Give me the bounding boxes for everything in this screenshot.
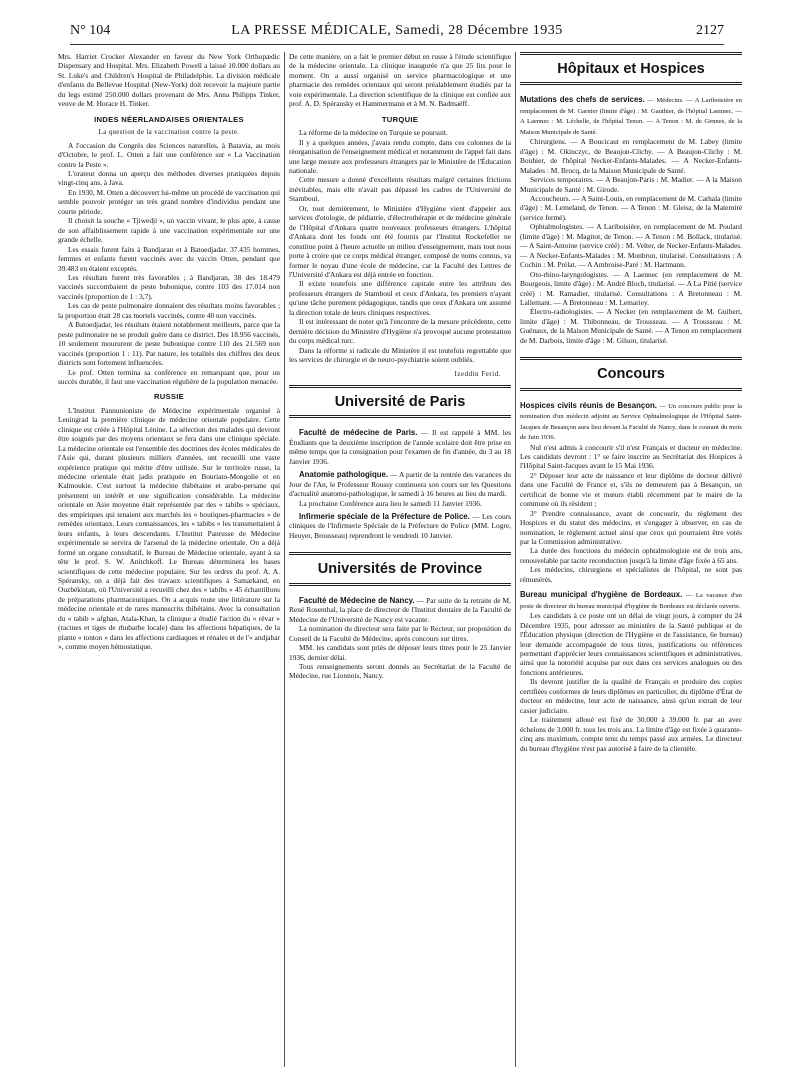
heading-hopitaux-hospices: Hôpitaux et Hospices	[557, 61, 705, 77]
paragraph: Les cas de peste pulmonaire donnaient des résultats moins favorables ; la proportion était 28 cas mortels vaccinés, contre 40 non vaccinés.	[58, 301, 280, 320]
paragraph: Services temporaires. — A Beaujon-Paris : M. Madier. — A la Maison Municipale de Santé : M. Girode.	[520, 175, 742, 194]
section-title-turquie: TURQUIE	[381, 114, 419, 124]
section-subtitle-indes: La question de la vaccination contre la peste.	[98, 129, 240, 137]
heading-box-paris	[289, 385, 511, 418]
bordeaux-lead: Bureau municipal d'hygiène de Bordeaux.	[520, 590, 683, 600]
paris-news	[289, 428, 511, 540]
paragraph: Accoucheurs. — A Saint-Louis, en remplacement de M. Cathala (limite d'âge) : M. Lemeland, de Tenon. — A Tenon : M. Gleisz, de la Maternité (service fermé).	[520, 193, 742, 222]
news-item-text: La nomination du directeur sera faite par le Recteur, sur proposition du Conseil de la Faculté de Médecine, après concours sur titres.	[289, 624, 511, 643]
heading-box-province	[289, 552, 511, 585]
news-item	[289, 596, 511, 624]
news-item-lead: Faculté de Médecine de Nancy.	[299, 595, 415, 605]
news-item-lead: Infirmerie spéciale de la Préfecture de Police.	[299, 512, 470, 522]
mutations-lead: Mutations des chefs de services.	[520, 95, 645, 105]
news-item-text: — Les cours cliniques de l'Infirmerie Spéciale de la Préfecture de Police (MM. Logre, Heuyer, Brousseau) reprendront le vendredi 10 Janvier.	[289, 512, 511, 540]
paragraph: La réforme de la médecine en Turquie se poursuit.	[299, 128, 448, 138]
column-middle	[289, 52, 511, 681]
page-number: 2127	[696, 23, 724, 38]
paragraph: Il existe toutefois une différence capitale entre les attributs des professeurs étrangers de Stamboul et ceux d'Ankara, les premiers n'ayant qu'une tâche purement pédagogique, tandis que ceux d'Ankara ont assumé la direction totale de leurs cliniques respectives.	[289, 279, 511, 317]
paragraph: Chirurgiens. — A Boucicaut en remplacement de M. Labey (limite d'âge) : M. Okinczyc, de Beaujon-Clichy. — A Beaujon-Clichy : M. Bouhier, de l'hôpital Necker-Enfants-Malades. — A Necker-Enfants-Malades : M. Brocq, de la Maison Municipale de Santé.	[520, 137, 742, 175]
news-item-text: Tous renseignements seront donnés au Secrétariat de la Faculté de Médecine, rue Lionnois, Nancy.	[289, 662, 511, 681]
paragraph-text: — Un concours public pour la nomination d'un médecin adjoint au Service Ophtalmologique de l'Hôpital Saint-Jacques de Besançon aura lieu devant la Faculté de Nancy, dans le courant du mois de Juin 1936.	[520, 402, 742, 442]
news-item	[289, 512, 511, 540]
paragraph: L'orateur donna un aperçu des méthodes diverses pratiquées depuis vingt-cinq ans, à Java.	[58, 168, 280, 188]
bordeaux-body	[520, 590, 742, 753]
news-item-text: — A partir de la rentrée des vacances du Jour de l'An, le Professeur Roussy continuera son cours sur les Questions d'actualité anatomo-pathologique, le samedi à 16 heures au lieu du mardi.	[289, 470, 512, 499]
paragraph: Dans la réforme si radicale du Ministère il est toutefois regrettable que les services de chirurgie et de neuro-psychiatrie soient oubliés.	[289, 345, 511, 365]
paragraph: Nul n'est admis à concourir s'il n'est Français et docteur en médecine. Les candidats devront : 1° se faire inscrire au Secrétariat des Hospices à l'Hôpital Saint-Jacques avant le 15 Mai 1936.	[520, 442, 742, 471]
paragraph-text: — Médecins. — A Lariboisière en remplacement de M. Garnier (limite d'âge) : M. Gauthier, de l'hôpital Laennec. — A Laennec : M. Léchelle, de l'hôpital Tenon. — A Tenon : M. de Gennes, de la Maison Municipale de Santé.	[520, 97, 743, 136]
russie-body	[58, 406, 280, 652]
news-item-text: La prochaine Conférence aura lieu le samedi 11 Janvier 1936.	[299, 498, 482, 508]
news-item-lead: Faculté de médecine de Paris.	[299, 428, 418, 438]
paragraph: Le prof. Otten termina sa conférence en remarquant que, pour un succès durable, il faut une vaccination régulière de la population menacée.	[58, 367, 280, 386]
page-header	[70, 22, 724, 45]
column-divider	[515, 52, 516, 1067]
besancon-lead: Hospices civils réunis de Besançon.	[520, 400, 657, 410]
heading-box-hopitaux	[520, 52, 742, 85]
paragraph: Le traitement alloué est fixé de 30.000 à 39.000 fr. par an avec échelons de 3.000 fr. tous les trois ans. La limite d'âge est fixée à quarante-cinq ans maximum, compte tenu du temps passé aux armées. Le directeur du bureau d'hygiène n'est pas autorisé à faire de la clientèle.	[520, 715, 742, 753]
mutations-body	[520, 95, 742, 345]
news-item	[289, 624, 511, 643]
province-news	[289, 596, 511, 681]
indes-body	[58, 141, 280, 387]
news-item-lead: Anatomie pathologique.	[299, 470, 388, 480]
paragraph: 2° Déposer leur acte de naissance et leur diplôme de docteur délivré dans une Faculté de France et, s'ils ne demeurent pas à Besançon, un certificat de bonne vie et mœurs établi récemment par le maire de la commune où ils résident ;	[520, 470, 742, 509]
paragraph: Oto-rhino-laryngologistes. — A Laennec (en remplacement de M. Bourgeois, limite d'âge) : M. André Bloch, titularisé. — A La Pitié (service créé) : M. Ramadier, titularisé. Consultations : A Bretonneau : M. Lallemant. — A Bretonneau : M. Lemariey.	[520, 269, 742, 307]
news-item-text: — Il est rappelé à MM. les Étudiants que la deuxième inscription de l'année scolaire doit être prise en même temps que la consignation pour l'examen de fin d'année, du 3 au 18 Janvier 1936.	[289, 428, 511, 466]
russie-continued: De cette manière, on a fait le premier début en russe à l'étude scientifique de la médecine orientale. La clinique inaugurée n'a que 25 lits pour le moment. On a aussi organisé un service pharmacologique et une pharmacie des remèdes orientaux qui seront préalablement étudiés par la voie expérimentale. La direction scientifique de la clinique est confiée aux prof. A. D. Spéransky et Hammermann et à M. N. Badmaëff.	[289, 52, 511, 109]
paragraph: Ophtalmologistes. — A Lariboisière, en remplacement de M. Poulard (limite d'âge) : M. Magitot, de Tenon. — A Tenon : M. Bollack, titularisé. — A Saint-Antoine (service créé) : M. Velter, de Necker-Enfants-Malades. — A Necker-Enfants-Malades : M. Monbrun, titularisé. Consultations : A Cochin : M. Prélat. — A Ambroise-Paré : M. Hartmann.	[520, 222, 742, 270]
paragraph: Les médecins, chirurgiens et spécialistes de l'hôpital, ne sont pas rémunérés.	[520, 565, 742, 584]
heading-universite-paris: Université de Paris	[334, 393, 466, 410]
paragraph: En 1930, M. Otten a découvert lui-même un procédé de vaccination qui semble pouvoir protéger un très grand nombre d'individus pendant une courte période.	[58, 187, 281, 216]
heading-box-concours	[520, 357, 742, 390]
news-item-text: MM. les candidats sont priés de déposer leurs titres pour le 25 Janvier 1936, dernier délai.	[289, 643, 511, 662]
paragraph: Il choisit la souche « Tjiwedji », un vaccin vivant, le plus apte, à cause de son affaiblissement rapide à une vaccination expérimentale sur une grande échelle.	[58, 216, 280, 245]
news-item	[289, 499, 511, 508]
column-divider	[284, 52, 285, 1067]
news-item	[289, 643, 511, 662]
column-left	[58, 52, 280, 652]
column-right	[520, 52, 742, 753]
paragraph: Électro-radiologistes. — A Necker (en remplacement de M. Guibert, limite d'âge) : M. Thibonneau, de Trousseau. — A Trousseau : M. Guénaux, de la Maison Municipale de Santé. — A Tenon en remplacement de M. Darbois, limite d'âge : M. Gilson, titularisé.	[520, 307, 742, 345]
issue-number: N° 104	[70, 23, 111, 38]
paragraph: Il est intéressant de noter qu'à l'encontre de la mesure précédente, cette dernière décision du Ministère d'Hygiène n'a provoqué aucune protestation du corps médical turc.	[289, 317, 511, 346]
paragraph: L'Institut Pannunioniste de Médecine expérimentale organisé à Leningrad la première clinique de médecine orientale populaire. Cette clinique est créée à l'Hôpital Lénine. La sélection des malades qui devront être soignés par des moyens orientaux se fera dans une clinique spéciale. La médecine orientale est l'ensemble des doctrines des écoles médicales de l'Asie qui, durant plusieurs milliers d'années, ont recueilli une vaste expérience pratique qui mérite d'être utilisée. Sur le territoire russe, la médecine orientale était jadis pratiquée en Bouriato-Mongolie et en Kalmoukie. C'est surtout la médecine thibétaine et arabo-persane qui présentent un intérêt et une signification considérable. La médecine orientale en Asie moyenne était représentée par des « tabibs » spéciaux, des empiriques qui tenaient aux marchés les « boutiques-pharmacies » de remèdes orientaux. Leurs connaissances, les « tabibs » les transmettaient à leurs enfants, à leurs descendants. L'Institut Panrusse de Médecine expérimentale se servira de l'arsenal de la médecine orientale. On a déjà formé un organe consultatif, le Bureau de Médecine orientale, ayant à sa tête le prof. S. W. Anitchkoff. Le Bureau déterminera les bases scientifiques de cette médecine populaire. Sur les ordres du prof. A. A. Spéransky, on a déjà fait des travaux scientifiques à Samarkand, en Ouzbékistan, où l'Université a recueilli chez des « tabibs » 45 échantillons de préparations pharmaceutiques. On a acquis toute une littérature sur la médecine orientale et de rares manuscrits thibétains. Avec la consultation du « tabib » afghan, Atala-Khan, la clinique a étudié l'action du « révar » (racines et tiges de rhubarbe locale) dans les affections hépatiques, de la plante « tonton » dans les affections cardiaques et rénales et de l'« andjabar », comme moyen hémostatique.	[58, 405, 280, 652]
paragraph: Cette mesure a donné d'excellents résultats malgré certaines frictions inévitables, mais elle n'avait pas dépassé les cadres de l'Université de Stamboul.	[289, 175, 511, 204]
paragraph: Il y a quelques années, j'avais rendu compte, dans ces colonnes de la réorganisation de l'enseignement médical et notamment de l'appel fait dans une large mesure aux professeurs étrangers par le Ministère de l'Éducation nationale.	[289, 137, 511, 175]
author-signature: Izeddin Ferid.	[454, 370, 501, 378]
heading-concours: Concours	[597, 366, 665, 383]
section-title-russie: RUSSIE	[153, 392, 185, 402]
paragraph: Ils devront justifier de la qualité de Français et produire des copies certifiées conformes de leurs diplômes en particulier, du diplôme d'État de docteur en médecine, leur acte de naissance, ainsi qu'un extrait de leur casier judiciaire.	[520, 677, 742, 715]
paragraph: La durée des fonctions du médecin ophtalmologiste est de trois ans, renouvelable par tacite reconduction jusqu'à la limite d'âge fixée à 65 ans.	[520, 546, 742, 565]
news-item	[289, 428, 511, 466]
news-item-text: — Par suite de la retraite de M. René Rosenthal, la place de directeur de l'Institut dentaire de la Faculté de Médecine de l'Université de Nancy est vacante.	[289, 595, 511, 624]
heading-universites-province: Universités de Province	[317, 561, 483, 578]
journal-title: LA PRESSE MÉDICALE, Samedi, 28 Décembre 1935	[231, 23, 563, 38]
paragraph-text: — La vacance d'un poste de directeur du bureau municipal d'hygiène de Bordeaux est déclarée ouverte.	[520, 592, 742, 610]
section-title-indes: INDES NÉERLANDAISES ORIENTALES	[94, 114, 244, 124]
paragraph: Les essais furent faits à Bandjaran et à Batoedjadar. 37.435 hommes, femmes et enfants furent vaccinés avec du vaccin Otten, pendant que 39.483 en étaient exceptés.	[58, 244, 280, 273]
paragraph: Or, tout dernièrement, le Ministère d'Hygiène vient d'appeler aux services d'otologie, de pédiatrie, d'électrothérapie et de médecine générale de l'Hôpital d'Ankara quatre nouveaux professeurs étrangers. L'hôpital d'Ankara dont les fonds ont été fournis par l'Institut Rockefeller ne constitue point à l'heure actuelle un milieu d'enseignement, mais tout nous porte à croire que ce corps médical étranger, composé de noms connus, va former le noyau d'une école de médecine, car la Faculté des Lettres de l'Université d'Ankara est déjà entrée en fonction.	[289, 203, 511, 279]
paragraph: 3° Prendre connaissance, avant de concourir, du règlement des Hospices et du statut des médecins, et s'engager à observer, en cas de nomination, le règlement actuel ainsi que ceux qui pourraient être votés par la Commission administrative.	[520, 508, 742, 547]
paragraph: Les résultats furent très favorables ; à Bandjaran, 38 des 18.479 vaccinés succombaient de peste bubonique, contre 103 des 17.014 non vaccinés (proportion de 1 : 3,7).	[58, 272, 280, 301]
legacies-paragraph: Mrs. Harriet Crocker Alexander en faveur du New York Orthopædic Dispensary and Hospital. Mrs. Elizabeth Powell a laissé 10.000 dollars au St. Luke's and Children's Hospital de Philadelphie. La division médicale d'enfants du Bellevue Hospital (New-York) doit recevoir la majeure partie du legs estimé 250.000 dollars provenant de Mrs. Anna Philipps Tinker, veuve de M. Horace H. Tinker.	[58, 52, 280, 109]
paragraph: A Batoedjadar, les résultats étaient notablement meilleurs, parce que la peste pulmonaire ne se produit guère dans ce district. Des 18.956 vaccinés, 10 seulement moururent de peste bubonique contre 110 des 21.569 non vaccinés (proportion 1 : 11). Par nature, les totalités des chiffres des deux districts sont fortement influencées.	[58, 320, 280, 368]
news-item	[289, 470, 511, 498]
turquie-body	[289, 128, 511, 364]
paragraph: Les candidats à ce poste ont un délai de vingt jours, à compter du 24 Décembre 1935, pour adresser au ministère de la Santé publique et de l'Éducation physique (direction de l'Hygiène et de l'assistance, 6e bureau) leur demande accompagnée de tous titres, justifications ou références permettant d'apprécier leurs connaissances scientifiques et administratives, ainsi que la notoriété acquise par eux dans ces services analogues ou des fonctions antérieures.	[520, 611, 742, 677]
paragraph: A l'occasion du Congrès des Sciences naturelles, à Batavia, au mois d'Octobre, le prof. L. Otten a fait une conférence sur « La Vaccination contre la Peste ».	[58, 140, 280, 169]
news-item	[289, 662, 511, 681]
besancon-body	[520, 401, 742, 585]
